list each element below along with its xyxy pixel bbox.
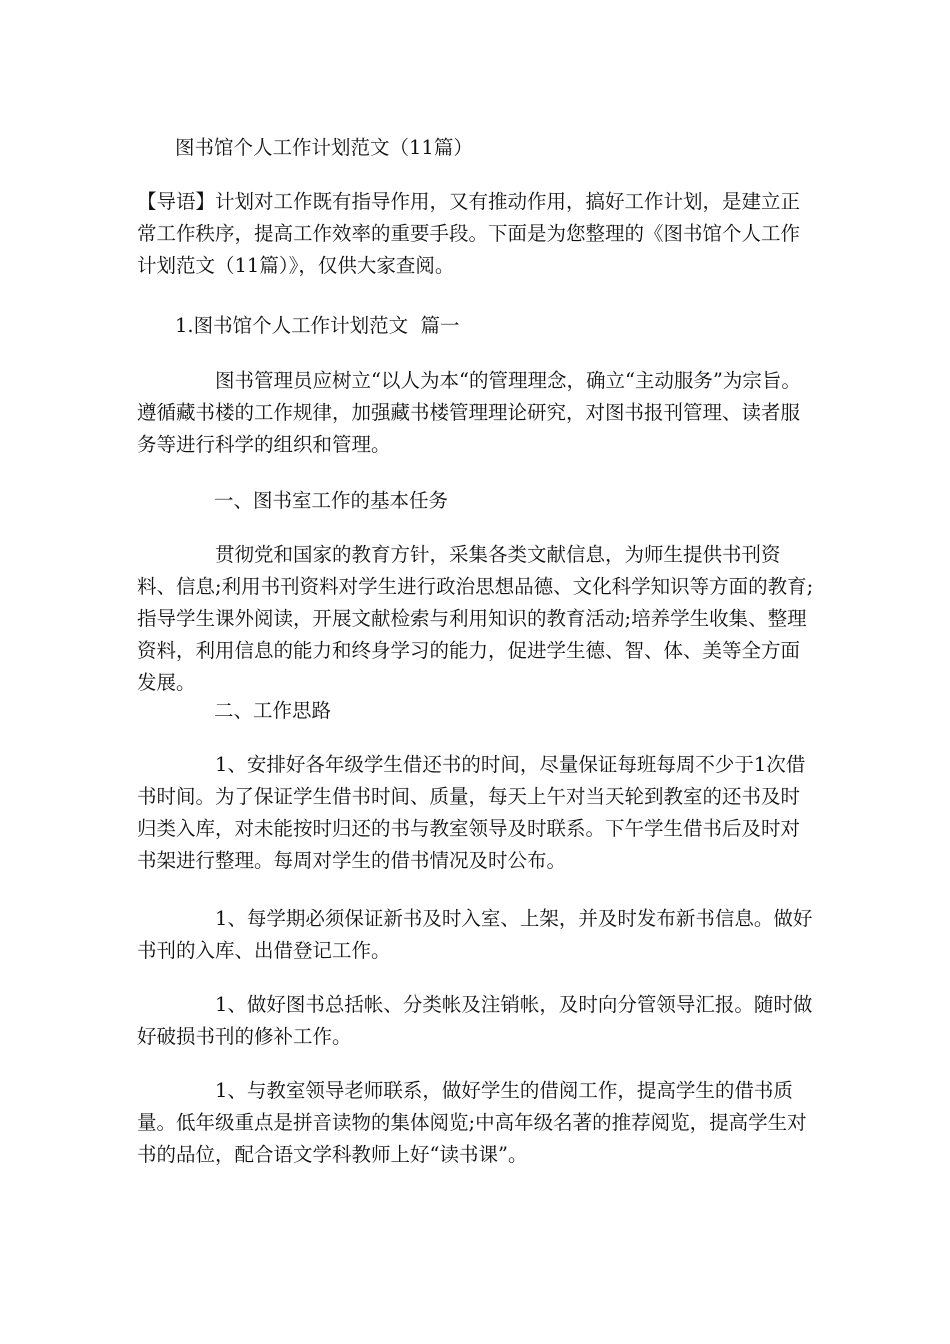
document-title: 图书馆个人工作计划范文（11篇） bbox=[175, 136, 473, 159]
intro-paragraph: 【导语】计划对工作既有指导作用，又有推动作用，搞好工作计划，是建立正常工作秩序，提高工作效率的重要手段。下面是为您整理的《图书馆个人工作计划范文（11篇）》，仅供大家查阅。 bbox=[137, 190, 801, 277]
paragraph-1: 图书管理员应树立“以人为本“的管理理念，确立“主动服务”为宗旨。遵循藏书楼的工作规律，加强藏书楼管理理论研究，对图书报刊管理、读者服务等进行科学的组织和管理。 bbox=[137, 369, 801, 456]
work-item-1: 1、安排好各年级学生借还书的时间，尽量保证每班每周不少于1次借书时间。为了保证学生借书时间、质量，每天上午对当天轮到教室的还书及时归类入库，对未能按时归还的书与教室领导及时联系。下午学生借书后及时对书架进行整理。每周对学生的借书情况及时公布。 bbox=[137, 753, 806, 872]
work-item-2: 1、每学期必须保证新书及时入室、上架，并及时发布新书信息。做好书刊的入库、出借登记工作。 bbox=[137, 907, 813, 962]
section-heading-1: 1.图书馆个人工作计划范文 篇一 bbox=[175, 314, 460, 337]
work-item-3: 1、做好图书总括帐、分类帐及注销帐，及时向分管领导汇报。随时做好破损书刊的修补工作。 bbox=[137, 993, 813, 1048]
paragraph-2: 贯彻党和国家的教育方针，采集各类文献信息，为师生提供书刊资料、信息;利用书刊资料对学生进行政治思想品德、文化科学知识等方面的教育;指导学生课外阅读，开展文献检索与利用知识的教育活动;培养学生收集、整理资料，利用信息的能力和终身学习的能力，促进学生德、智、体、美等全方面发展。 bbox=[137, 543, 814, 694]
heading-work-ideas: 二、工作思路 bbox=[214, 699, 332, 722]
heading-basic-tasks: 一、图书室工作的基本任务 bbox=[214, 489, 449, 512]
work-item-4: 1、与教室领导老师联系，做好学生的借阅工作，提高学生的借书质量。低年级重点是拼音读物的集体阅览;中高年级名著的推荐阅览，提高学生对书的品位，配合语文学科教师上好“读书课”。 bbox=[137, 1079, 807, 1166]
